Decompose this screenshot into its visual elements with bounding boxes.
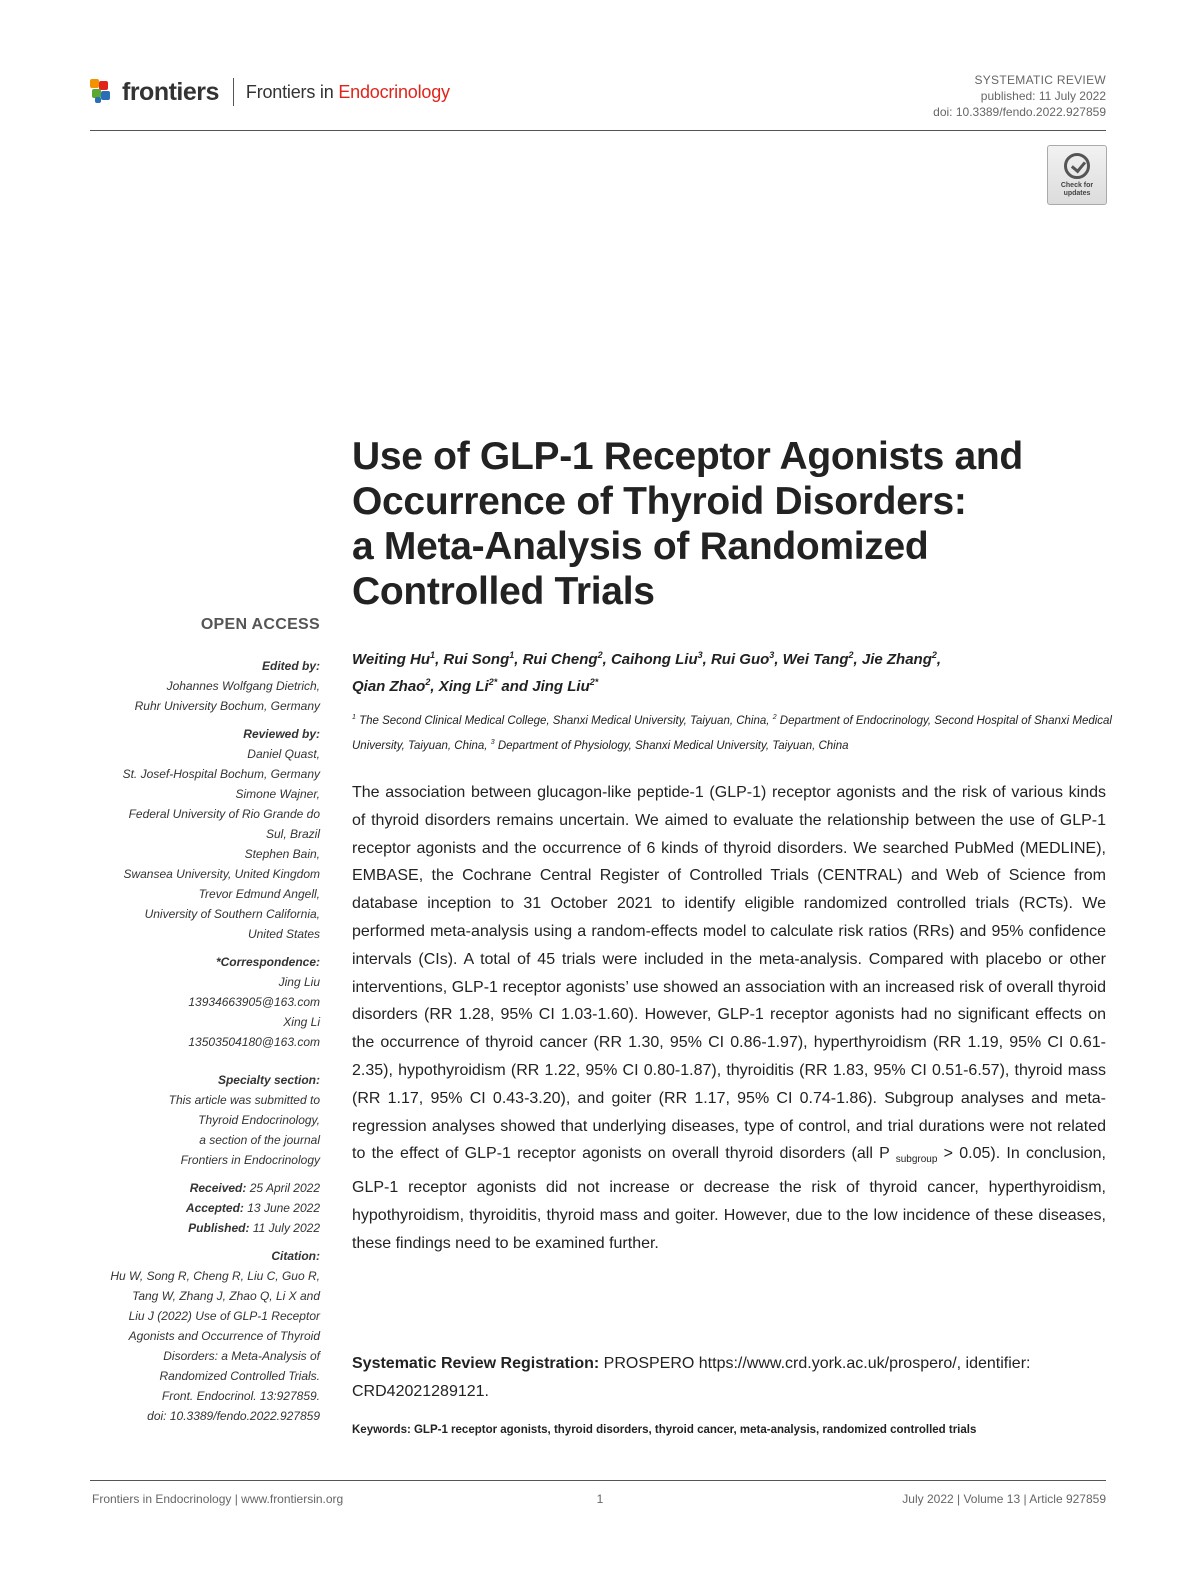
registration bbox=[352, 1350, 1106, 1406]
author[interactable]: Caihong Liu$^3$ bbox=[610, 650, 703, 668]
sidebar bbox=[60, 656, 320, 1434]
affiliations: $^1$ The Second Clinical Medical College, Shanxi Medical University, Taiyuan, China, $^2$ Department of Endocrinology, Second Hospital of Shanxi Medical University, Taiyuan, China, $^3$ Department of Physiology, Shanxi Medical University, Taiyuan, China bbox=[352, 714, 1112, 752]
author-list: Weiting Hu$^1$, Rui Song$^1$, Rui Cheng$^2$, Caihong Liu$^3$, Rui Guo$^3$, Wei Tang$^2$, Jie Zhang$^2$, Qian Zhao$^2$, Xing $Li^{2*}$ and Jing Liu$^{2*}$ bbox=[352, 650, 942, 695]
registration-text[interactable]: PROSPERO https://www.crd.york.ac.uk/prospero/, identifier: CRD42021289121. bbox=[352, 1355, 1031, 1400]
correspondence: *Correspondence: Jing Liu 13934663905@163.com Xing Li 13503504180@163.com bbox=[60, 952, 320, 1052]
article-type: SYSTEMATIC REVIEW bbox=[974, 73, 1106, 87]
reviewed-by: Reviewed by: Daniel Quast, St. Josef-Hospital Bochum, Germany Simone Wajner, Federal University of Rio Grande do Sul, Brazil Stephen Bain, Swansea University, United Kingdom Trevor Edmund Angell, University of Southern California, United States bbox=[122, 727, 320, 941]
title-line: Occurrence of Thyroid Disorders: bbox=[352, 480, 967, 523]
affiliation: Department of Endocrinology, Second Hospital of Shanxi Medical University, Taiyuan, China, bbox=[352, 714, 1112, 752]
citation-doi[interactable]: doi: 10.3389/fendo.2022.927859 bbox=[147, 1409, 320, 1423]
title-line: Controlled Trials bbox=[352, 570, 655, 613]
doi[interactable]: doi: 10.3389/fendo.2022.927859 bbox=[933, 105, 1106, 119]
author[interactable]: Wei Tang$^2$ bbox=[782, 650, 854, 668]
author[interactable]: Jing Liu$^{2*}$ bbox=[532, 677, 599, 695]
specialty-section: Specialty section: This article was submitted to Thyroid Endocrinology, a section of the journal Frontiers in Endocrinology bbox=[168, 1073, 320, 1167]
article-title bbox=[352, 434, 1112, 614]
keywords bbox=[352, 1421, 1112, 1439]
title-line: a Meta-Analysis of Randomized bbox=[352, 525, 929, 568]
check-for-updates-button[interactable] bbox=[1047, 145, 1107, 205]
registration-label: Systematic Review Registration: bbox=[352, 1355, 600, 1372]
keywords-label: Keywords: bbox=[352, 1424, 411, 1436]
footer-divider bbox=[90, 1480, 1106, 1481]
journal-logo[interactable] bbox=[90, 72, 450, 112]
author[interactable]: Rui Song$^1$ bbox=[443, 650, 515, 668]
abstract: The association between glucagon-like peptide-1 (GLP-1) receptor agonists and the risk of various kinds of thyroid disorders remains uncertain. We aimed to evaluate the relationship between the use of GLP-1 receptor agonists and the occurrence of 6 kinds of thyroid disorders. We searched PubMed (MEDLINE), EMBASE, the Cochrane Central Register of Controlled Trials (CENTRAL) and Web of Science from database inception to 31 October 2021 to identify eligible randomized controlled trials (RCTs). We performed meta-analysis using a random-effects model to calculate risk ratios (RRs) and 95% confidence intervals (CIs). A total of 45 trials were included in the meta-analysis. Compared with placebo or other interventions, GLP-1 receptor agonists’ use showed an association with an increased risk of overall thyroid disorders (RR 1.28, 95% CI 1.03-1.60). However, GLP-1 receptor agonists had no significant effects on the occurrence of thyroid cancer (RR 1.30, 95% CI 0.86-1.97), hyperthyroidism (RR 1.19, 95% CI 0.61-2.35), hypothyroidism (RR 1.22, 95% CI 0.80-1.87), thyroiditis (RR 1.83, 95% CI 0.51-6.57), thyroid mass (RR 1.17, 95% CI 0.43-3.20), and goiter (RR 1.17, 95% CI 0.74-1.86). Subgroup analyses and meta-regression analyses showed that underlying diseases, type of control, and trial durations were not related to the effect of GLP-1 receptor agonists on overall thyroid disorders (all P $_{subgroup}$ > 0.05). In conclusion, GLP-1 receptor agonists did not increase or decrease the risk of thyroid cancer, hyperthyroidism, hypothyroidism, thyroiditis, thyroid mass and goiter. However, due to the low incidence of these diseases, these findings need to be examined further. bbox=[352, 784, 1106, 1252]
footer-journal[interactable]: Frontiers in Endocrinology | www.frontiersin.org bbox=[92, 1492, 344, 1506]
footer-issue: July 2022 | Volume 13 | Article 927859 bbox=[902, 1492, 1106, 1506]
check-updates-label: Check for updates bbox=[1060, 181, 1094, 197]
email-link[interactable]: 13934663905@163.com bbox=[188, 995, 320, 1009]
journal-name bbox=[246, 82, 450, 103]
email-link[interactable]: 13503504180@163.com bbox=[188, 1035, 320, 1049]
article-meta bbox=[933, 72, 1106, 120]
published-date: published: 11 July 2022 bbox=[980, 89, 1106, 103]
page-number: 1 bbox=[596, 1492, 604, 1506]
author[interactable]: Rui Guo$^3$ bbox=[710, 650, 775, 668]
keywords-list: GLP-1 receptor agonists, thyroid disorders, thyroid cancer, meta-analysis, randomized controlled trials bbox=[410, 1424, 977, 1436]
author[interactable]: Weiting Hu$^1$ bbox=[352, 650, 436, 668]
citation: Citation: Hu W, Song R, Cheng R, Liu C, Guo R, Tang W, Zhang J, Zhao Q, Li X and Liu J (2022) Use of GLP-1 Receptor Agonists and Occurrence of Thyroid Disorders: a Meta-Analysis of Randomized Controlled Trials. Front. Endocrinol. 13:927859. doi: 10.3389/fendo.2022.927859 bbox=[60, 1246, 320, 1426]
journal-accent: Endocrinology bbox=[338, 81, 450, 102]
dates: Received: 25 April 2022 Accepted: 13 June 2022 Published: 11 July 2022 bbox=[185, 1181, 320, 1235]
affiliation: The Second Clinical Medical College, Shanxi Medical University, Taiyuan, China, bbox=[359, 714, 770, 727]
open-access-badge: OPEN ACCESS bbox=[200, 616, 320, 633]
edited-by: Edited by: Johannes Wolfgang Dietrich, Ruhr University Bochum, Germany bbox=[134, 659, 320, 713]
title-line: Use of GLP-1 Receptor Agonists and bbox=[352, 435, 1023, 478]
check-updates-icon bbox=[1064, 153, 1090, 179]
affiliation: Department of Physiology, Shanxi Medical University, Taiyuan, China bbox=[497, 739, 849, 752]
author[interactable]: Rui Cheng$^2$ bbox=[522, 650, 603, 668]
author[interactable]: Jie Zhang$^2$ bbox=[861, 650, 937, 668]
frontiers-logo-icon bbox=[90, 79, 116, 105]
logo-wordmark: frontiers bbox=[122, 77, 219, 106]
author[interactable]: Xing $Li^{2*}$ bbox=[438, 677, 498, 695]
journal-prefix: Frontiers in bbox=[245, 81, 339, 102]
header-divider bbox=[90, 130, 1106, 131]
author[interactable]: Qian Zhao$^2$ bbox=[352, 677, 431, 695]
logo-divider bbox=[233, 78, 234, 106]
